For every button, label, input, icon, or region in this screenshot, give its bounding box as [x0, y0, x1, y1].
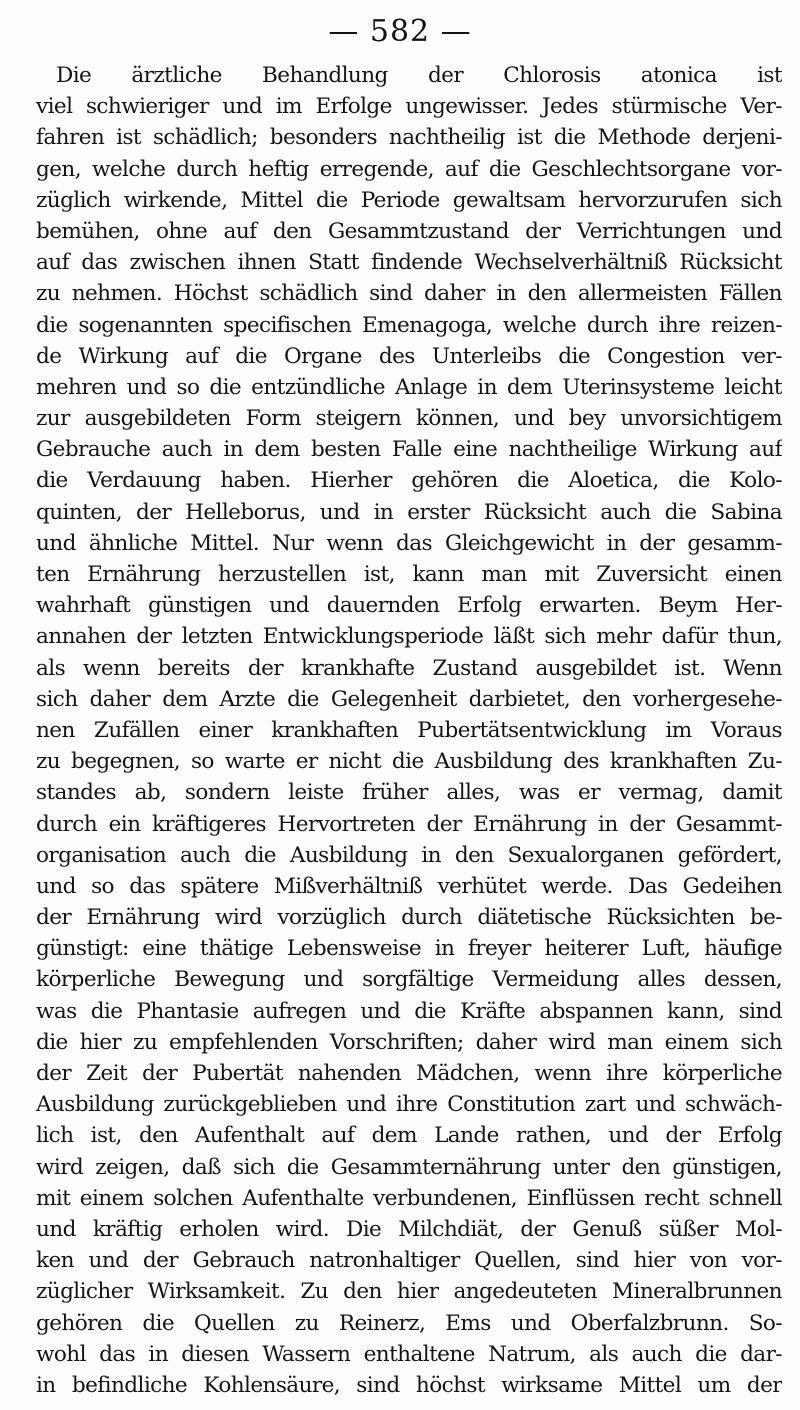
text-line: zu nehmen. Höchst schädlich sind daher in den allermeisten Fällen	[36, 281, 782, 307]
text-line: viel schwieriger und im Erfolge ungewisser. Jedes stürmische Ver-	[36, 94, 782, 120]
text-line: gen, welche durch heftig erregende, auf die Geschlechtsorgane vor-	[36, 156, 782, 182]
text-line: und so das spätere Mißverhältniß verhütet werde. Das Gedeihen	[36, 873, 782, 899]
text-line: mit einem solchen Aufenthalte verbundenen, Einflüssen recht schnell	[36, 1185, 782, 1211]
text-line: körperliche Bewegung und sorgfältige Vermeidung alles dessen,	[36, 967, 782, 993]
text-line: nen Zufällen einer krankhaften Pubertätsentwicklung im Voraus	[36, 717, 782, 743]
text-line: ten Ernährung herzustellen ist, kann man mit Zuversicht einen	[36, 562, 782, 587]
text-line: wird zeigen, daß sich die Gesammternährung unter den günstigen,	[36, 1154, 782, 1180]
text-line: und ähnliche Mittel. Nur wenn das Gleichgewicht in der gesamm-	[36, 530, 782, 556]
text-line: züglich wirkende, Mittel die Periode gewaltsam hervorzurufen sich	[36, 187, 782, 213]
text-line: günstigt: eine thätige Lebensweise in freyer heiterer Luft, häufige	[36, 936, 782, 962]
text-line: Gebrauche auch in dem besten Falle eine nachtheilige Wirkung auf	[36, 437, 782, 463]
text-line: der Zeit der Pubertät nahenden Mädchen, wenn ihre körperliche	[36, 1061, 782, 1086]
text-line: auf das zwischen ihnen Statt findende Wechselverhältniß Rücksicht	[36, 250, 782, 276]
text-line: standes ab, sondern leiste früher alles, was er vermag, damit	[36, 780, 782, 806]
text-line: wahrhaft günstigen und dauernden Erfolg erwarten. Beym Her-	[36, 593, 782, 619]
text-line: zur ausgebildeten Form steigern können, und bey unvorsichtigem	[36, 406, 782, 432]
text-line: sich daher dem Arzte die Gelegenheit darbietet, den vorhergesehe-	[36, 686, 782, 712]
text-line: was die Phantasie aufregen und die Kräfte abspannen kann, sind	[36, 998, 782, 1024]
text-line: die Verdauung haben. Hierher gehören die Aloetica, die Kolo-	[36, 468, 782, 494]
text-line: lich ist, den Aufenthalt auf dem Lande rathen, und der Erfolg	[36, 1123, 782, 1149]
text-line: fahren ist schädlich; besonders nachtheilig ist die Methode derjeni-	[36, 125, 782, 151]
text-line: de Wirkung auf die Organe des Unterleibs die Congestion ver-	[36, 343, 782, 369]
text-line: die hier zu empfehlenden Vorschriften; daher wird man einem sich	[36, 1029, 782, 1055]
text-line: durch ein kräftigeres Hervortreten der Ernährung in der Gesammt-	[36, 811, 782, 837]
text-line: als wenn bereits der krankhafte Zustand ausgebildet ist. Wenn	[36, 655, 782, 681]
text-block	[36, 60, 782, 1401]
text-line: mehren und so die entzündliche Anlage in dem Uterinsysteme leicht	[36, 374, 782, 400]
text-line: zu begegnen, so warte er nicht die Ausbildung des krankhaften Zu-	[36, 749, 782, 775]
text-line: quinten, der Helleborus, und in erster Rücksicht auch die Sabina	[36, 499, 782, 525]
text-line: wohl das in diesen Wassern enthaltene Natrum, als auch die dar-	[36, 1341, 782, 1367]
text-line: gehören die Quellen zu Reinerz, Ems und Oberfalzbrunn. So-	[36, 1310, 782, 1336]
text-line: Die ärztliche Behandlung der Chlorosis atonica ist	[56, 63, 782, 88]
text-line: züglicher Wirksamkeit. Zu den hier angedeuteten Mineralbrunnen	[36, 1279, 782, 1305]
text-line: organisation auch die Ausbildung in den Sexualorganen gefördert,	[36, 842, 782, 868]
text-line: die sogenannten specifischen Emenagoga, welche durch ihre reizen-	[36, 312, 782, 338]
text-line: annahen der letzten Entwicklungsperiode läßt sich mehr dafür thun,	[36, 624, 782, 650]
text-line: der Ernährung wird vorzüglich durch diätetische Rücksichten be-	[36, 905, 782, 931]
text-line: und kräftig erholen wird. Die Milchdiät, der Genuß süßer Mol-	[36, 1216, 782, 1242]
text-line: bemühen, ohne auf den Gesammtzustand der Verrichtungen und	[36, 218, 782, 244]
page-number: — 582 —	[328, 14, 472, 49]
text-line: Ausbildung zurückgeblieben und ihre Constitution zart und schwäch-	[36, 1092, 782, 1118]
text-line: ken und der Gebrauch natronhaltiger Quellen, sind hier von vor-	[36, 1248, 782, 1274]
text-line: in befindliche Kohlensäure, sind höchst wirksame Mittel um der	[36, 1372, 782, 1398]
